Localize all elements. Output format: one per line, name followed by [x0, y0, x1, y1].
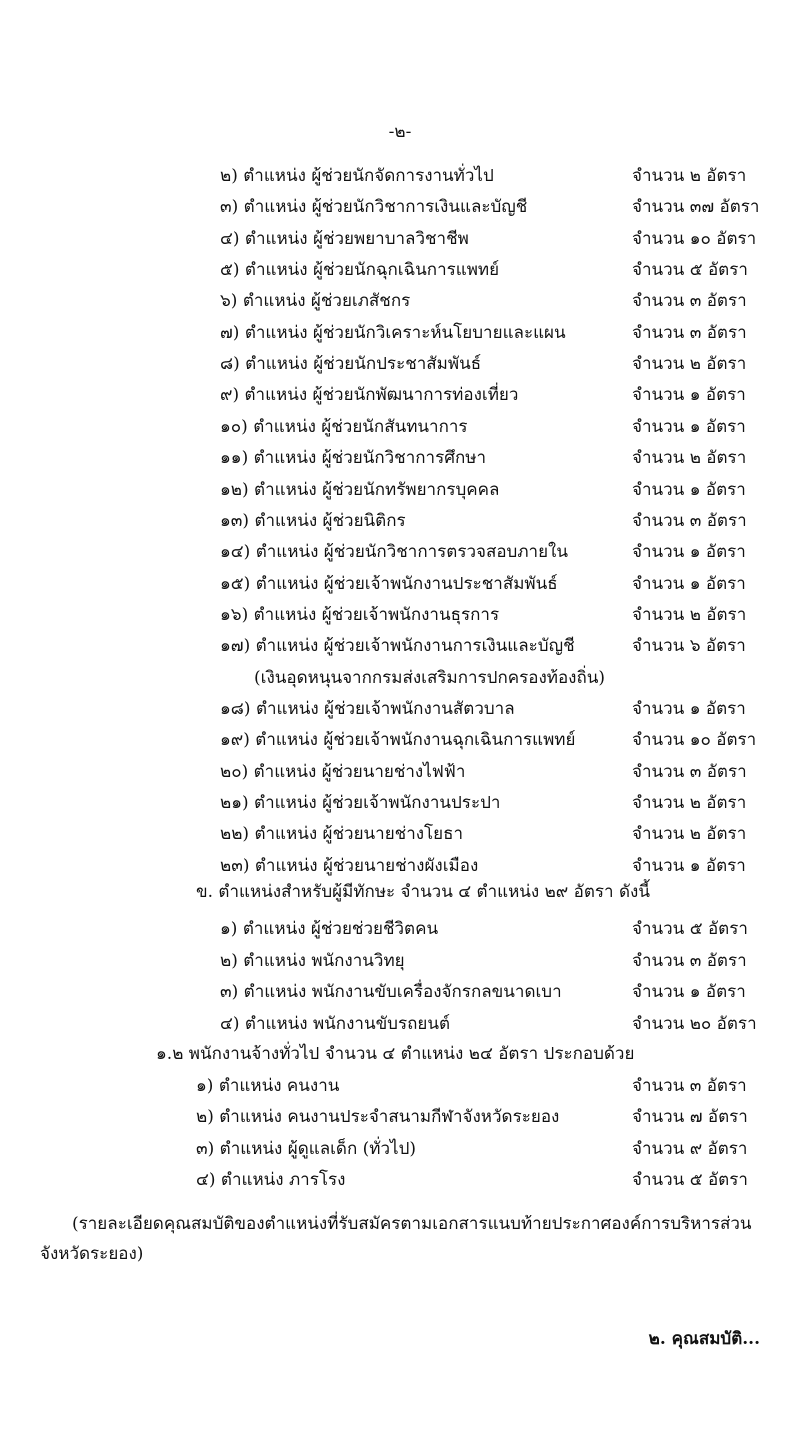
row-label: ๗) ตำแหน่ง ผู้ช่วยนักวิเคราะห์นโยบายและแผน: [220, 322, 566, 343]
row-label: ๖) ตำแหน่ง ผู้ช่วยเภสัชกร: [220, 291, 411, 312]
row-label: ๑๔) ตำแหน่ง ผู้ช่วยนักวิชาการตรวจสอบภายใน: [220, 542, 568, 563]
row-label: ๓) ตำแหน่ง ผู้ดูแลเด็ก (ทั่วไป): [196, 1138, 417, 1159]
row-label: ๑๐) ตำแหน่ง ผู้ช่วยนักสันทนาการ: [220, 416, 468, 437]
row-quantity: จำนวน ๓ อัตรา: [632, 1076, 747, 1096]
row-label: ๑๙) ตำแหน่ง ผู้ช่วยเจ้าพนักงานฉุกเฉินการแพทย์: [220, 730, 576, 751]
row-quantity: จำนวน ๑ อัตรา: [632, 385, 746, 406]
row-quantity: จำนวน ๒ อัตรา: [632, 166, 747, 186]
row-label: ๒) ตำแหน่ง ผู้ช่วยนักจัดการงานทั่วไป: [220, 166, 494, 186]
row-label: ๒๐) ตำแหน่ง ผู้ช่วยนายช่างไฟฟ้า: [220, 761, 466, 782]
row-quantity: จำนวน ๕ อัตรา: [632, 260, 748, 281]
page-number: -๒-: [388, 122, 412, 142]
row-quantity: จำนวน ๒ อัตรา: [632, 448, 747, 469]
row-quantity: จำนวน ๖ อัตรา: [632, 636, 746, 657]
footnote-line-1: (รายละเอียดคุณสมบัติของตำแหน่งที่รับสมัครตามเอกสารแนบท้ายประกาศองค์การบริหารส่วน: [72, 1214, 752, 1234]
footnote-line-2: จังหวัดระยอง): [40, 1244, 144, 1264]
row-quantity: จำนวน ๑๐ อัตรา: [632, 730, 757, 751]
row-label: ๒๓) ตำแหน่ง ผู้ช่วยนายช่างผังเมือง: [220, 855, 479, 876]
row-label: ๑๓) ตำแหน่ง ผู้ช่วยนิติกร: [220, 510, 406, 531]
row-label: ๑๘) ตำแหน่ง ผู้ช่วยเจ้าพนักงานสัตวบาล: [220, 698, 515, 719]
row-quantity: จำนวน ๙ อัตรา: [632, 1138, 748, 1159]
row-quantity: จำนวน ๑ อัตรา: [632, 479, 746, 500]
row-quantity: จำนวน ๑ อัตรา: [632, 698, 746, 719]
row-label: ๔) ตำแหน่ง ผู้ช่วยพยาบาลวิชาชีพ: [220, 228, 469, 249]
section-b-heading: ข. ตำแหน่งสำหรับผู้มีทักษะ จำนวน ๔ ตำแหน่ง ๒๙ อัตรา ดังนี้: [196, 882, 650, 902]
row-quantity: จำนวน ๑ อัตรา: [632, 542, 746, 563]
row-quantity: จำนวน ๓ อัตรา: [632, 322, 747, 343]
row-quantity: จำนวน ๓ อัตรา: [632, 510, 747, 531]
row-label: ๔) ตำแหน่ง ภารโรง: [196, 1169, 346, 1190]
row-quantity: จำนวน ๒ อัตรา: [632, 604, 747, 625]
row-label: ๒) ตำแหน่ง พนักงานวิทยุ: [220, 950, 405, 971]
row-label: ๓) ตำแหน่ง ผู้ช่วยนักวิชาการเงินและบัญชี: [220, 197, 528, 218]
row-label: ๑๗) ตำแหน่ง ผู้ช่วยเจ้าพนักงานการเงินและบัญชี: [220, 636, 575, 657]
row-quantity: จำนวน ๒ อัตรา: [632, 824, 747, 845]
row-quantity: จำนวน ๓ อัตรา: [632, 950, 747, 971]
row-quantity: จำนวน ๑ อัตรา: [632, 416, 746, 437]
row-quantity: จำนวน ๒ อัตรา: [632, 793, 747, 813]
row-quantity: จำนวน ๗ อัตรา: [632, 1107, 748, 1128]
row-quantity: จำนวน ๒๐ อัตรา: [632, 1013, 757, 1034]
row-label: ๑) ตำแหน่ง ผู้ช่วยช่วยชีวิตคน: [220, 919, 439, 939]
row-quantity: จำนวน ๑ อัตรา: [632, 855, 746, 876]
row-label: (เงินอุดหนุนจากกรมส่งเสริมการปกครองท้องถิ่น): [254, 667, 606, 688]
row-label: ๓) ตำแหน่ง พนักงานขับเครื่องจักรกลขนาดเบา: [220, 982, 562, 1002]
next-page-reference: ๒. คุณสมบัติ...: [648, 1329, 760, 1349]
row-quantity: จำนวน ๑ อัตรา: [632, 573, 746, 594]
row-label: ๑๒) ตำแหน่ง ผู้ช่วยนักทรัพยากรบุคคล: [220, 479, 500, 500]
row-quantity: จำนวน ๕ อัตรา: [632, 1169, 748, 1190]
section-1-2-heading: ๑.๒ พนักงานจ้างทั่วไป จำนวน ๔ ตำแหน่ง ๒๔ อัตรา ประกอบด้วย: [156, 1044, 635, 1064]
row-label: ๑๑) ตำแหน่ง ผู้ช่วยนักวิชาการศึกษา: [220, 448, 487, 469]
row-label: ๑๖) ตำแหน่ง ผู้ช่วยเจ้าพนักงานธุรการ: [220, 604, 500, 625]
row-quantity: จำนวน ๒ อัตรา: [632, 354, 747, 375]
row-quantity: จำนวน ๑๐ อัตรา: [632, 228, 757, 249]
row-quantity: จำนวน ๑ อัตรา: [632, 982, 746, 1002]
row-label: ๔) ตำแหน่ง พนักงานขับรถยนต์: [220, 1013, 451, 1034]
row-label: ๒๑) ตำแหน่ง ผู้ช่วยเจ้าพนักงานประปา: [220, 793, 501, 813]
row-quantity: จำนวน ๓ อัตรา: [632, 761, 747, 782]
row-label: ๒) ตำแหน่ง คนงานประจำสนามกีฬาจังหวัดระยอง: [196, 1107, 560, 1128]
row-quantity: จำนวน ๓๗ อัตรา: [632, 197, 760, 218]
row-quantity: จำนวน ๓ อัตรา: [632, 291, 747, 312]
row-label: ๑๕) ตำแหน่ง ผู้ช่วยเจ้าพนักงานประชาสัมพันธ์: [220, 573, 558, 594]
row-label: ๒๒) ตำแหน่ง ผู้ช่วยนายช่างโยธา: [220, 824, 464, 845]
row-label: ๙) ตำแหน่ง ผู้ช่วยนักพัฒนาการท่องเที่ยว: [220, 385, 519, 406]
row-label: ๘) ตำแหน่ง ผู้ช่วยนักประชาสัมพันธ์: [220, 354, 482, 375]
row-label: ๑) ตำแหน่ง คนงาน: [196, 1076, 340, 1096]
row-label: ๕) ตำแหน่ง ผู้ช่วยนักฉุกเฉินการแพทย์: [220, 260, 500, 281]
row-quantity: จำนวน ๕ อัตรา: [632, 919, 748, 939]
